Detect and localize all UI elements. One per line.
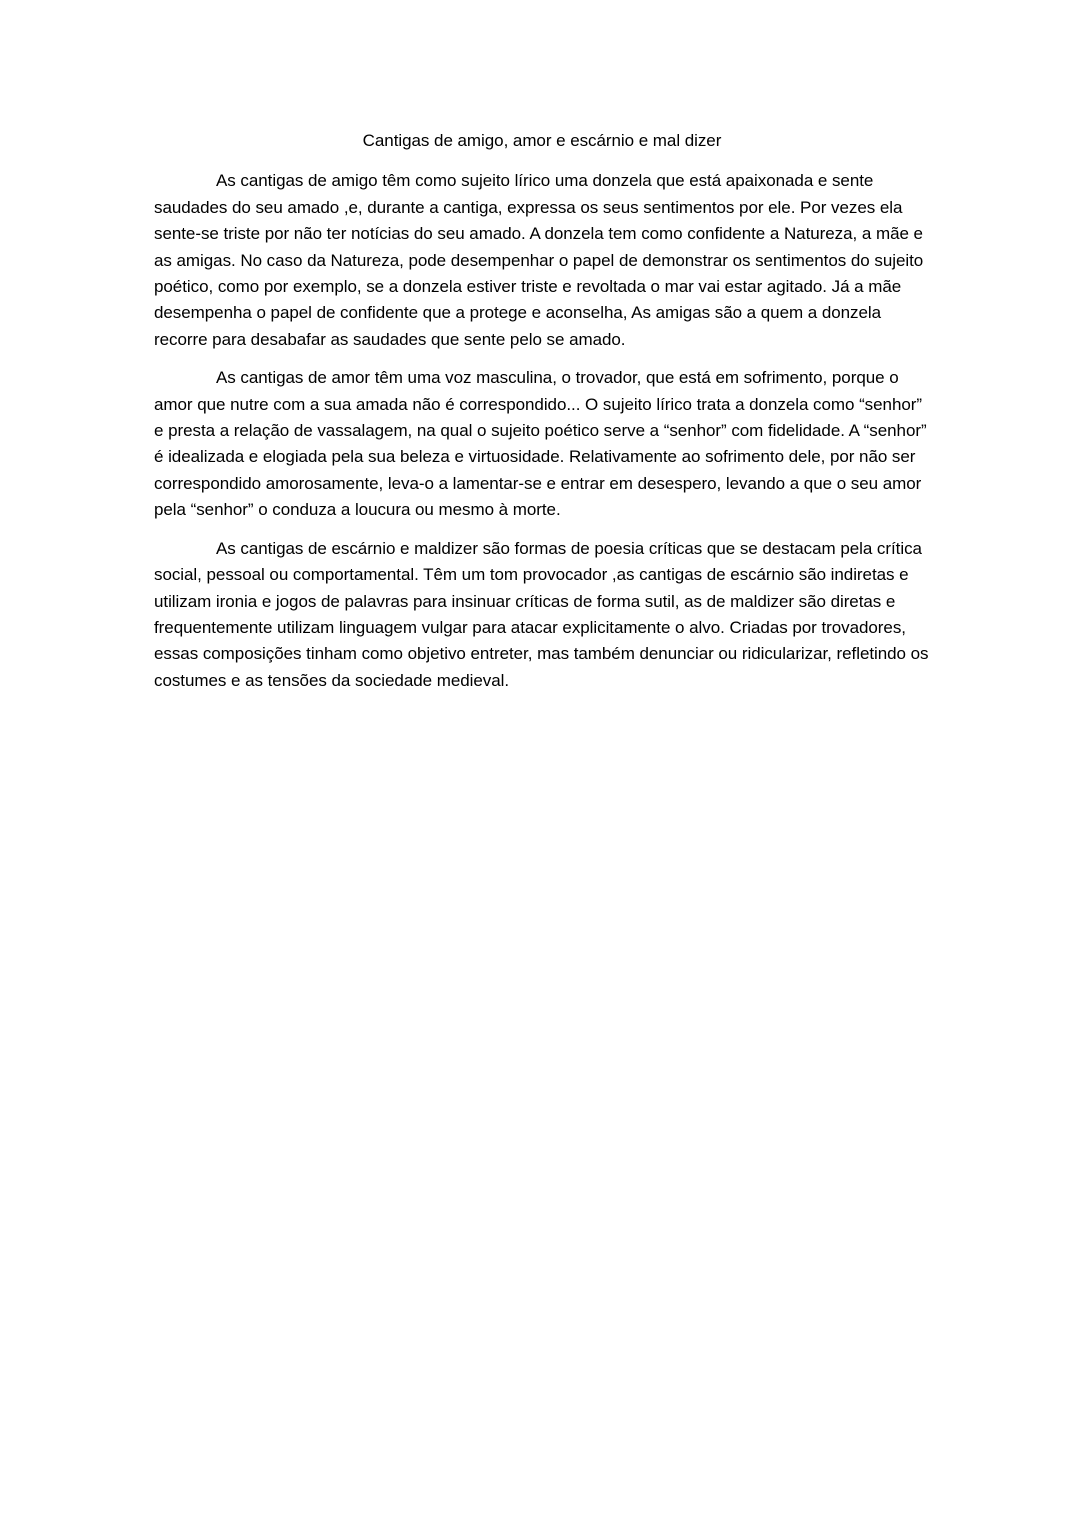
paragraph-cantigas-de-escarnio-e-maldizer: As cantigas de escárnio e maldizer são formas de poesia críticas que se destacam pela crítica social, pessoal ou comportamental. Têm um tom provocador ,as cantigas de escárnio são indiretas e utilizam ironia e jogos de palavras para insinuar críticas de forma sutil, as de maldizer são diretas e frequentemente utilizam linguagem vulgar para atacar explicitamente o alvo. Criadas por trovadores, essas composições tinham como objetivo entreter, mas também denunciar ou ridicularizar, refletindo os costumes e as tensões da sociedade medieval. xyxy=(154,538,929,690)
document-content xyxy=(154,128,930,694)
paragraph-cantigas-de-amor: As cantigas de amor têm uma voz masculina, o trovador, que está em sofrimento, porque o amor que nutre com a sua amada não é correspondido... O sujeito lírico trata a donzela como “senhor” e presta a relação de vassalagem, na qual o sujeito poético serve a “senhor” com fidelidade. A “senhor” é idealizada e elogiada pela sua beleza e virtuosidade. Relativamente ao sofrimento dele, por não ser correspondido amorosamente, leva-o a lamentar-se e entrar em desespero, levando a que o seu amor pela “senhor” o conduza a loucura ou mesmo à morte. xyxy=(154,368,927,520)
document-title: Cantigas de amigo, amor e escárnio e mal dizer xyxy=(362,131,722,150)
paragraph-cantigas-de-amigo: As cantigas de amigo têm como sujeito lírico uma donzela que está apaixonada e sente saudades do seu amado ,e, durante a cantiga, expressa os seus sentimentos por ele. Por vezes ela sente-se triste por não ter notícias do seu amado. A donzela tem como confidente a Natureza, a mãe e as amigas. No caso da Natureza, pode desempenhar o papel de demonstrar os sentimentos do sujeito poético, como por exemplo, se a donzela estiver triste e revoltada o mar vai estar agitado. Já a mãe desempenha o papel de confidente que a protege e aconselha, As amigas são a quem a donzela recorre para desabafar as saudades que sente pelo se amado. xyxy=(154,171,924,349)
